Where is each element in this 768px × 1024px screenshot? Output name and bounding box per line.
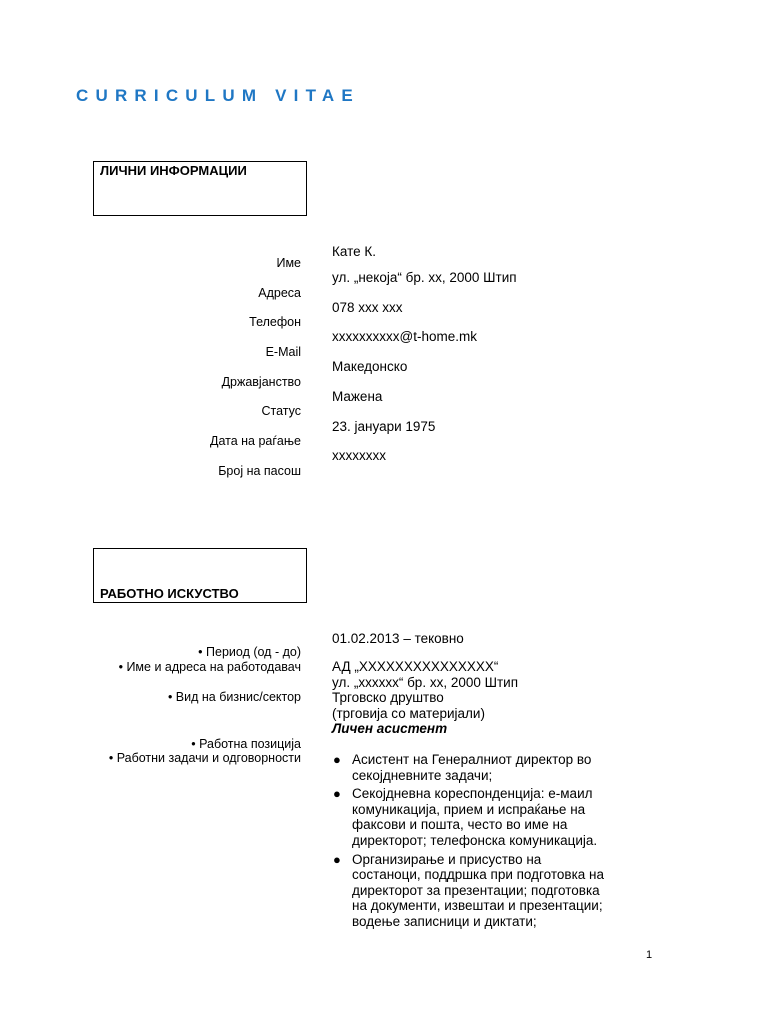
bullet-icon: ●	[333, 752, 341, 767]
value-citizenship: Македонско	[332, 359, 408, 374]
sector-type: Трговско друштво	[332, 690, 444, 705]
duty-line: водење записници и диктати;	[352, 913, 537, 929]
label-citizenship: Државјанство	[221, 375, 301, 389]
duty-line: директорот; телефонска комуникација.	[352, 832, 598, 848]
duties-list	[332, 752, 682, 933]
section-header-work-text: РАБОТНО ИСКУСТВО	[100, 586, 239, 601]
employer-address: ул. „xxxxxx“ бр. xx, 2000 Штип	[332, 674, 519, 690]
label-employer: • Име и адреса на работодавач	[118, 660, 301, 674]
label-passport: Број на пасош	[218, 464, 301, 478]
label-duties: • Работни задачи и одговорности	[108, 751, 301, 765]
value-address: ул. „некоја“ бр. xx, 2000 Штип	[332, 270, 517, 285]
duty-line: Организирање и присуство на	[352, 851, 542, 867]
value-passport: xxxxxxxx	[332, 448, 386, 463]
label-email: E-Mail	[265, 345, 301, 359]
bullet-icon: ●	[333, 851, 341, 867]
value-employer	[332, 659, 518, 737]
section-header-work	[93, 548, 307, 603]
duty-item	[333, 752, 682, 783]
employer-name: АД „XXXXXXXXXXXXXXX“	[332, 659, 499, 674]
label-birthdate: Дата на раѓање	[209, 434, 301, 448]
duty-line: директорот за презентации; подготовка	[352, 882, 600, 898]
label-name: Име	[276, 256, 301, 270]
duty-item	[333, 786, 682, 848]
label-address: Адреса	[258, 286, 301, 300]
duty-line: секојдневните задачи;	[352, 767, 493, 783]
duty-line: Асистент на Генералниот директор во	[352, 752, 592, 767]
duty-line: комуникација, прием и испраќање на	[352, 801, 586, 817]
label-position: • Работна позиција	[191, 737, 301, 751]
value-position: Личен асистент	[332, 721, 448, 736]
value-period: 01.02.2013 – тековно	[332, 631, 464, 646]
duty-line: Секојдневна кореспонденција: е-маил	[352, 786, 593, 802]
value-email: xxxxxxxxxx@t-home.mk	[332, 329, 477, 344]
label-status: Статус	[261, 404, 301, 418]
page-number: 1	[646, 949, 653, 961]
duty-line: факсови и пошта, често во име на	[352, 817, 568, 833]
label-period: • Период (од - до)	[198, 645, 301, 659]
duty-line: на документи, извештаи и презентации;	[352, 898, 603, 914]
value-phone: 078 xxx xxx	[332, 300, 403, 315]
document-title: CURRICULUM VITAE	[76, 86, 360, 105]
label-phone: Телефон	[249, 315, 301, 329]
bullet-icon: ●	[333, 786, 341, 802]
value-birthdate: 23. јануари 1975	[332, 419, 436, 434]
sector-detail: (трговија со материјали)	[332, 705, 485, 721]
value-name: Кате К.	[332, 244, 376, 259]
duty-line: состаноци, поддршка при подготовка на	[352, 867, 604, 883]
duty-item	[333, 851, 682, 930]
section-header-personal-text: ЛИЧНИ ИНФОРМАЦИИ	[100, 163, 247, 178]
section-header-personal	[93, 161, 307, 216]
label-sector: • Вид на бизнис/сектор	[167, 690, 301, 704]
value-status: Мажена	[332, 389, 383, 404]
